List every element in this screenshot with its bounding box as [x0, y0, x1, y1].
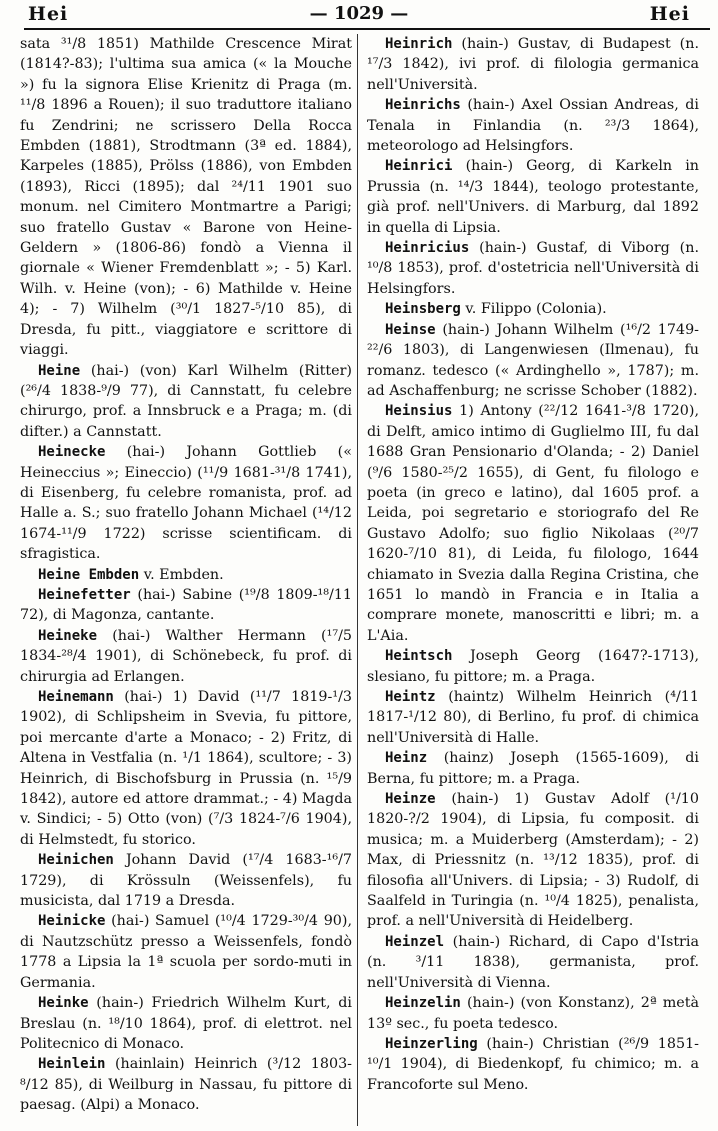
entry-headword: Heintsch [385, 648, 453, 665]
header-rule [24, 28, 710, 30]
entry-headword: Heineke [38, 627, 98, 644]
dictionary-entry [20, 626, 352, 687]
dictionary-entry [20, 585, 352, 626]
entry-headword: Heinse [385, 321, 436, 338]
dictionary-entry [367, 993, 699, 1034]
right-column [367, 34, 699, 1095]
dictionary-entry [20, 850, 352, 911]
column-divider [357, 34, 358, 1126]
entry-text: (hain-) Johann Wilhelm (¹⁶/2 1749-²²/6 1803), di Langenwiesen (Ilmenau), fu romanz. tedesco (« Ardinghello », 1787); m. ad Aschaffenburg; ne scrisse Schober (1882). [367, 321, 700, 399]
entry-headword: Heinzerling [385, 1035, 478, 1052]
entry-text: (hain-) Gustaf, di Viborg (n. ¹⁰/8 1853), prof. d'ostetricia nell'Università di Helsingfors. [367, 240, 699, 297]
entry-text: sata ³¹/8 1851) Mathilde Crescence Mirat (1814?-83); l'ultima sua amica (« la Mouche ») fu la signora Elise Krienitz di Praga (m. ¹¹/8 1896 a Rouen); il suo traduttore italiano fu Zendrini; ne scrissero Della Rocca Embden (1881), Strodtmann (3ª ed. 1884), Karpeles (1885), Prölss (1886), von Embden (1893), Ricci (1895); dal ²⁴/11 1901 suo monum. nel Cimitero Montmartre a Parigi; suo fratello Gustav « Barone von Heine-Geldern » (1806-86) fondò a Vienna il giornale « Wiener Fremdenblatt »; - 5) Karl. Wilh. v. Heine (von); - 6) Mathilde v. Heine 4); - 7) Wilhelm (³⁰/1 1827-⁵/10 85), di Dresda, fu pitt., viaggiatore e scrittore di viaggi. [20, 36, 352, 359]
dictionary-entry [367, 1034, 699, 1095]
entry-text: (hai-) Johann Gottlieb (« Heineccius »; Eineccio) (¹¹/9 1681-³¹/8 1741), di Eisenberg, fu celebre romanista, prof. ad Halle a. S.; suo fratello Johann Michael (¹⁴/12 1674-¹¹/9 1722) scrisse scientificam. di sfragistica. [20, 444, 352, 563]
entry-text: (hai-) Walther Hermann (¹⁷/5 1834-²⁸/4 1901), di Schönebeck, fu prof. di chirurgia ad Erlangen. [20, 627, 352, 685]
page-header [0, 0, 718, 30]
entry-text: (haintz) Wilhelm Heinrich (⁴/11 1817-¹/12 80), di Berlino, fu prof. di chimica nell'Università di Halle. [367, 689, 699, 746]
entry-text: Joseph Georg (1647?-1713), slesiano, fu pittore; m. a Praga. [367, 648, 699, 685]
dictionary-entry [20, 565, 352, 585]
dictionary-entry [367, 238, 699, 299]
entry-headword: Heinz [385, 750, 428, 767]
dictionary-entry [20, 993, 352, 1054]
dictionary-entry [367, 401, 699, 646]
entry-headword: Heinsberg [385, 301, 461, 318]
dictionary-entry [20, 361, 352, 443]
entry-headword: Heine [38, 362, 81, 379]
entry-headword: Heinecke [38, 444, 106, 461]
dictionary-entry [367, 789, 699, 932]
dictionary-entry [367, 95, 699, 156]
entry-text: v. Embden. [143, 566, 224, 583]
dictionary-entry [367, 646, 699, 687]
entry-headword: Heinemann [38, 689, 114, 705]
entry-headword: Heinefetter [38, 586, 131, 603]
entry-text: (hai-) 1) David (¹¹/7 1819-¹/3 1902), di Schlipsheim in Svevia, fu pittore, poi mercante d'arte a Monaco; - 2) Fritz, di Altena in Vestfalia (n. ¹/1 1864), scultore; - 3) Heinrich, di Bischofsburg in Prussia (n. ¹⁵/9 1842), autore ed attore drammat.; - 4) Magda v. Sindici; - 5) Otto (von) (⁷/3 1824-⁷/6 1904), di Helmstedt, fu storico. [20, 689, 353, 848]
entry-text: (hain-) Gustav, di Budapest (n. ¹⁷/3 1842), ivi prof. di filologia germanica nell'Università. [367, 36, 699, 93]
entry-headword: Heinrichs [385, 97, 461, 114]
entry-headword: Heinrici [385, 158, 453, 175]
running-head-right: Hei [649, 3, 690, 25]
dictionary-entry [20, 1054, 352, 1115]
entry-headword: Heinicke [38, 913, 106, 930]
entry-text: (hain-) Georg, di Karkeln in Prussia (n. ¹⁴/3 1844), teologo protestante, già prof. nell'Univers. di Marburg, dal 1892 in quella di Lipsia. [367, 158, 699, 236]
entry-text: 1) Antony (²²/12 1641-³/8 1720), di Delft, amico intimo di Guglielmo III, fu dal 1688 Gran Pensionario d'Olanda; - 2) Daniel (⁹/6 1580-²⁵/2 1655), di Gent, fu filologo e poeta (in greco e latino), dal 1605 prof. a Leida, poi segretario e storiografo del Re Gustavo Adolfo; suo figlio Nikolaas (²⁰/7 1620-⁷/10 81), di Leida, fu filologo, 1644 chiamato in Svezia dalla Regina Cristina, che 1651 lo mandò in Francia e in Italia a comprare monete, manoscritti e libri; m. a L'Aia. [367, 403, 699, 644]
entry-headword: Heinichen [38, 852, 114, 869]
dictionary-entry [367, 34, 699, 95]
entry-text: Johann David (¹⁷/4 1683-¹⁶/7 1729), di Krössuln (Weissenfels), fu musicista, dal 1719 a Dresda. [20, 852, 353, 910]
entry-headword: Heinzelin [385, 995, 461, 1012]
entry-headword: Heinke [38, 995, 89, 1012]
dictionary-entry [367, 156, 699, 238]
entry-text: v. Filippo (Colonia). [465, 301, 607, 318]
running-head-left: Hei [28, 3, 69, 25]
dictionary-entry [367, 932, 699, 993]
entry-text: (hain-) Richard, di Capo d'Istria (n. ³/11 1838), germanista, prof. nell'Università di Vienna. [367, 933, 699, 991]
entry-text: (hainz) Joseph (1565-1609), di Berna, fu pittore; m. a Praga. [367, 750, 699, 787]
dictionary-entry [20, 34, 352, 361]
entry-text: (hain-) Friedrich Wilhelm Kurt, di Breslau (n. ¹⁸/10 1864), prof. di elettrot. nel Politecnico di Monaco. [20, 995, 352, 1052]
entry-text: (hain-) Axel Ossian Andreas, di Tenala in Finlandia (n. ²³/3 1864), meteorologo ad Helsingfors. [367, 97, 699, 155]
dictionary-entry [20, 687, 352, 850]
entry-headword: Heinze [385, 791, 436, 808]
entry-headword: Heinricius [385, 240, 470, 257]
entry-text: (hainlain) Heinrich (³/12 1803-⁸/12 85), di Weilburg in Nassau, fu pittore di paesag. (Alpi) a Monaco. [20, 1056, 353, 1114]
entry-text: (hain-) Christian (²⁶/9 1851-¹⁰/1 1904), di Biedenkopf, fu chimico; m. a Francoforte sul Meno. [367, 1035, 699, 1093]
entry-text: (hai-) Samuel (¹⁰/4 1729-³⁰/4 90), di Nautzschütz presso a Weissenfels, fondò 1778 a Lipsia la 1ª scuola per sordo-muti in Germania. [20, 913, 353, 991]
entry-text: (hai-) Sabine (¹⁹/8 1809-¹⁸/11 72), di Magonza, cantante. [20, 586, 353, 624]
entry-headword: Heinzel [385, 933, 445, 950]
dictionary-entry [367, 687, 699, 748]
entry-headword: Heinlein [38, 1056, 106, 1073]
entry-headword: Heine Embden [38, 566, 140, 583]
page-number: — 1029 — [309, 3, 409, 24]
entry-headword: Heinrich [385, 36, 453, 52]
entry-headword: Heintz [385, 689, 436, 705]
dictionary-entry [20, 911, 352, 993]
dictionary-entry [367, 748, 699, 789]
left-column [20, 34, 352, 1116]
dictionary-entry [367, 299, 699, 319]
entry-headword: Heinsius [385, 403, 453, 420]
dictionary-entry [367, 320, 699, 402]
entry-text: (hain-) 1) Gustav Adolf (¹/10 1820-?/2 1904), di Lipsia, fu composit. di musica; m. a Muiderberg (Amsterdam); - 2) Max, di Priessnitz (n. ¹³/12 1835), prof. di filosofia all'Univers. di Lipsia; - 3) Rudolf, di Saalfeld in Turingia (n. ¹⁰/4 1825), penalista, prof. a nell'Università di Heidelberg. [367, 791, 699, 930]
dictionary-entry [20, 442, 352, 564]
entry-text: (hain-) (von Konstanz), 2ª metà 13º sec., fu poeta tedesco. [367, 995, 700, 1032]
entry-text: (hai-) (von) Karl Wilhelm (Ritter) (²⁶/4 1838-⁹/9 77), di Cannstatt, fu celebre chirurgo, prof. a Innsbruck e a Praga; m. (di difter.) a Cannstatt. [20, 362, 353, 440]
